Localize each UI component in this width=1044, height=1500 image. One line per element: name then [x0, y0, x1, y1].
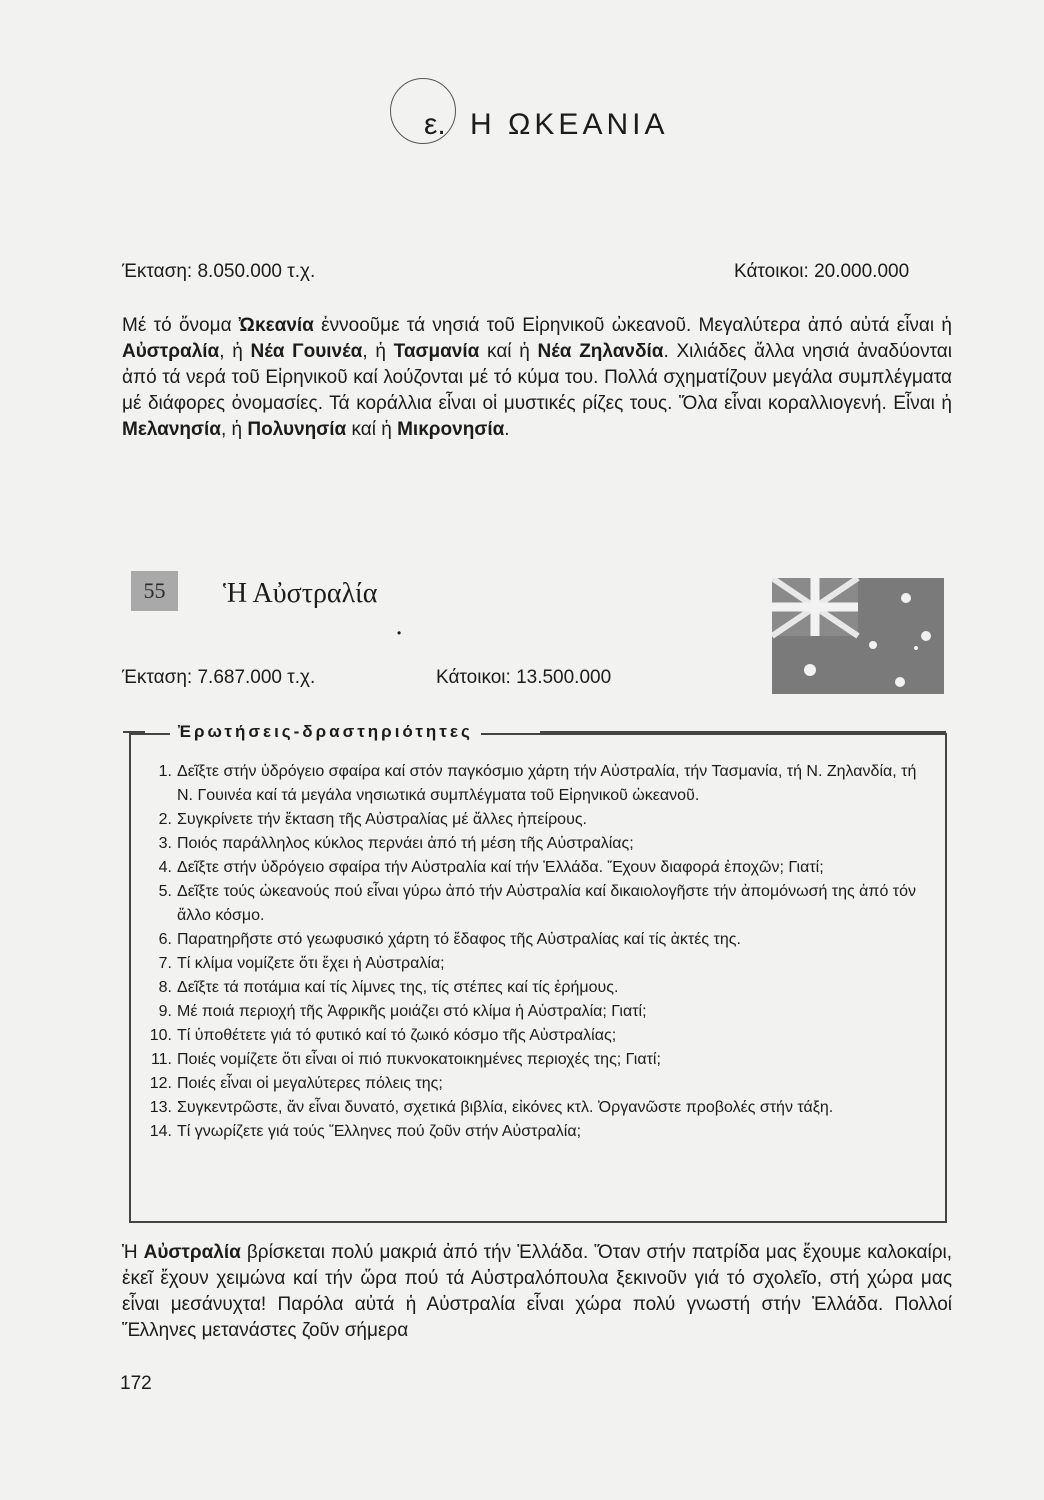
question-item: 8. Δεῖξτε τά ποτάμια καί τίς λίμνες της, τίς στέπες καί τίς ἐρήμους. [158, 979, 619, 996]
chapter-heading [390, 78, 750, 148]
australia-flag-image [772, 578, 944, 694]
chapter-title: Η ΩΚΕΑΝΙΑ [470, 108, 669, 141]
question-item: 11. Ποιές νομίζετε ὅτι εἶναι οἱ πιό πυκνοκατοικημένες περιοχές της; Γιατί; [150, 1051, 661, 1068]
question-item: 7. Τί κλίμα νομίζετε ὅτι ἔχει ἡ Αὐστραλία; [158, 955, 445, 972]
question-item: 9. Μέ ποιά περιοχή τῆς Ἀφρικῆς μοιάζει στό κλίμα ἡ Αὐστραλία; Γιατί; [158, 1003, 647, 1020]
question-item: 3. Ποιός παράλληλος κύκλος περνάει ἀπό τή μέση τῆς Αὐστραλίας; [158, 835, 634, 852]
page-number: 172 [120, 1373, 152, 1394]
closing-paragraph: Ἡ Αὐστραλία βρίσκεται πολύ μακριά ἀπό τήν Ἑλλάδα. Ὅταν στήν πατρίδα μας ἔχουμε καλοκαίρι, ἐκεῖ ἔχουν χειμώνα καί τήν ὥρα πού τά Αὐστραλόπουλα ξεκινοῦν γιά τό σχολεῖο, στή χώρα μας εἶναι μεσάνυχτα! Παρόλα αὐτά ἡ Αὐστραλία εἶναι χώρα πολύ γνωστή στήν Ἑλλάδα. Πολλοί Ἕλληνες μετανάστες ζοῦν σήμερα [122, 1242, 953, 1341]
oceania-area: Έκταση: 8.050.000 τ.χ. [122, 261, 316, 282]
questions-header-rule [540, 731, 946, 735]
question-item: 14. Τί γνωρίζετε γιά τούς Ἕλληνες πού ζοῦν στήν Αὐστραλία; [149, 1123, 582, 1140]
question-item: 13. Συγκεντρῶστε, ἄν εἶναι δυνατό, σχετικά βιβλία, εἰκόνες κτλ. Ὀργανῶστε προβολές στήν τάξη. [149, 1099, 834, 1116]
questions-header-line-left [123, 731, 145, 733]
australia-population: Κάτοικοι: 13.500.000 [436, 667, 612, 688]
question-item: 4. Δεῖξτε στήν ὑδρόγειο σφαίρα τήν Αὐστραλία καί τήν Ἑλλάδα. Ἔχουν διαφορά ἐποχῶν; Γιατί; [158, 859, 824, 876]
chapter-letter-circle [390, 78, 456, 144]
question-item: 12. Ποιές εἶναι οἱ μεγαλύτερες πόλεις της; [149, 1075, 443, 1092]
question-item: 1. Δεῖξτε στήν ὑδρόγειο σφαίρα καί στόν παγκόσμιο χάρτη τήν Αὐστραλία, τήν Τασμανία, τή Ν. Ζηλανδία, τή Ν. Γουινέα καί τά μεγάλα νησιωτικά συμπλέγματα τοῦ Εἰρηνικοῦ ὠκεανοῦ. [158, 763, 917, 804]
australia-area: Έκταση: 7.687.000 τ.χ. [122, 667, 316, 688]
section-title: Ἡ Αὐστραλία [223, 578, 378, 609]
question-item: 6. Παρατηρῆστε στό γεωφυσικό χάρτη τό ἔδαφος τῆς Αὐστραλίας καί τίς ἀκτές της. [158, 931, 741, 948]
chapter-letter: ε. [424, 108, 446, 141]
questions-header: Ἐρωτήσεις-δραστηριότητες [170, 721, 481, 743]
oceania-population: Κάτοικοι: 20.000.000 [734, 261, 910, 282]
stray-mark: • [397, 626, 402, 640]
questions-list [140, 760, 930, 1144]
section-number-badge: 55 [131, 571, 178, 611]
question-item: 5. Δεῖξτε τούς ὠκεανούς πού εἶναι γύρω ἀπό τήν Αὐστραλία καί δικαιολογῆστε τήν ἀπομόνωσή της ἀπό τόν ἄλλο κόσμο. [158, 883, 917, 924]
intro-paragraph: Μέ τό ὄνομα Ὠκεανία ἐννοοῦμε τά νησιά τοῦ Εἰρηνικοῦ ὠκεανοῦ. Μεγαλύτερα ἀπό αὐτά εἶναι ἡ Αὐστραλία, ἡ Νέα Γουινέα, ἡ Τασμανία καί ἡ Νέα Ζηλανδία. Χιλιάδες ἄλλα νησιά ἀναδύονται ἀπό τά νερά τοῦ Εἰρηνικοῦ καί λούζονται μέ τό κύμα του. Πολλά σχηματίζουν μεγάλα συμπλέγματα μέ διάφορες ὀνομασίες. Τά κοράλλια εἶναι οἱ μυστικές ρίζες τους. Ὅλα εἶναι κοραλλιογενή. Εἶναι ἡ Μελανησία, ἡ Πολυνησία καί ἡ Μικρονησία. [122, 315, 953, 440]
question-item: 2. Συγκρίνετε τήν ἔκταση τῆς Αὐστραλίας μέ ἄλλες ἠπείρους. [158, 811, 587, 828]
question-item: 10. Τί ὑποθέτετε γιά τό φυτικό καί τό ζωικό κόσμο τῆς Αὐστραλίας; [149, 1027, 617, 1044]
